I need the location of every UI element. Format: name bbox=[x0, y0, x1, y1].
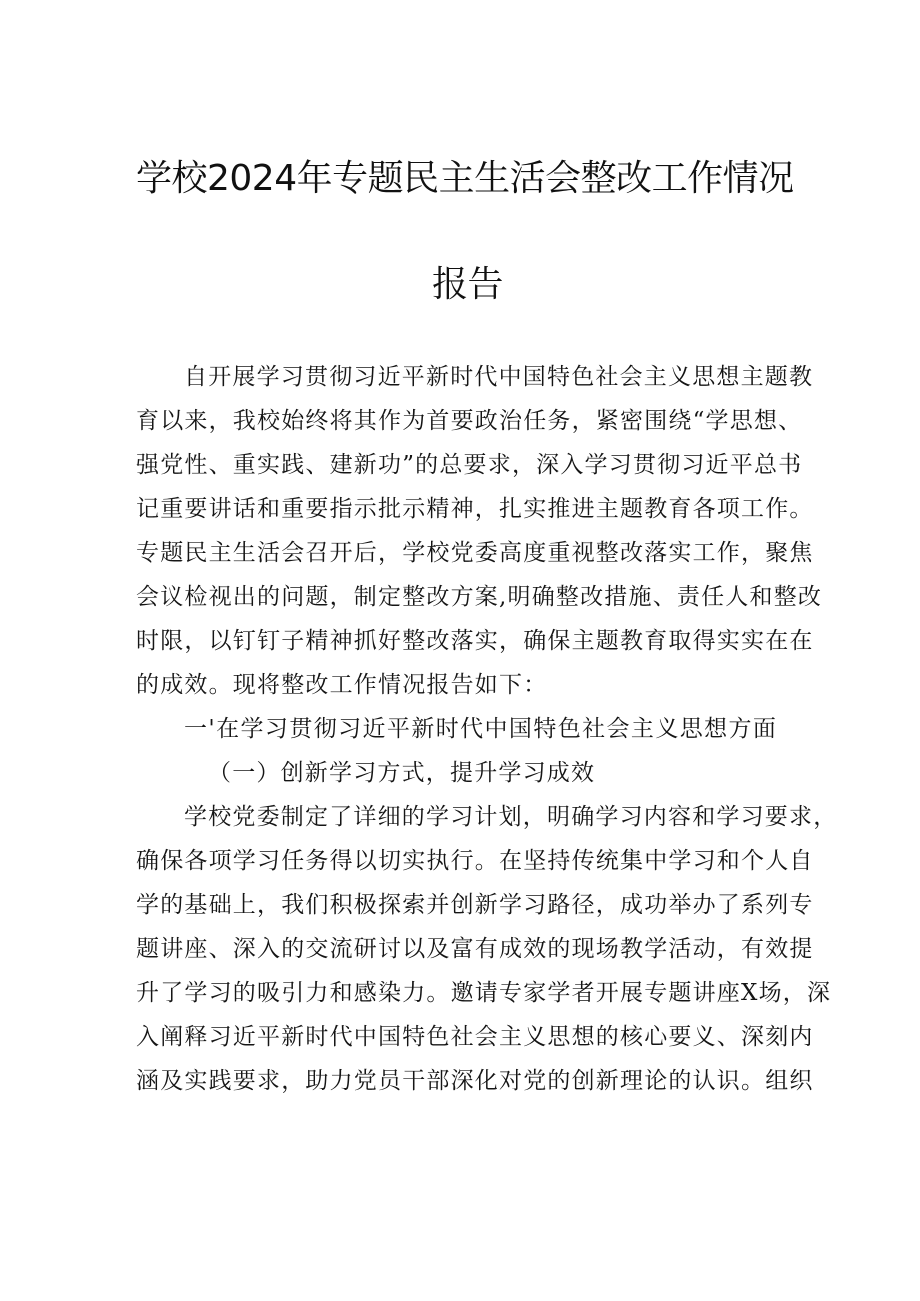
paragraph-line: 确保各项学习任务得以切实执行。在坚持传统集中学习和个人自 bbox=[136, 848, 814, 874]
paragraph-line: 升了学习的吸引力和感染力。邀请专家学者开展专题讲座X场，深 bbox=[136, 980, 832, 1006]
document-title-line-2: 报告 bbox=[432, 264, 504, 305]
subsection-heading: （一）创新学习方式，提升学习成效 bbox=[208, 760, 596, 786]
paragraph-line: 的成效。现将整改工作情况报告如下： bbox=[136, 672, 548, 698]
paragraph-line: 学校党委制定了详细的学习计划，明确学习内容和学习要求， bbox=[184, 804, 838, 830]
paragraph-line: 入阐释习近平新时代中国特色社会主义思想的核心要义、深刻内 bbox=[136, 1024, 814, 1050]
document-title-line-1: 学校2024年专题民主生活会整改工作情况 bbox=[136, 158, 794, 199]
section-heading: 一'在学习贯彻习近平新时代中国特色社会主义思想方面 bbox=[184, 716, 778, 742]
paragraph-line: 自开展学习贯彻习近平新时代中国特色社会主义思想主题教 bbox=[184, 364, 814, 390]
paragraph-line: 学的基础上，我们积极探索并创新学习路径，成功举办了系列专 bbox=[136, 892, 814, 918]
paragraph-line: 涵及实践要求，助力党员干部深化对党的创新理论的认识。组织 bbox=[136, 1068, 814, 1094]
paragraph-line: 会议检视出的问题，制定整改方案,明确整改措施、责任人和整改 bbox=[136, 584, 823, 610]
paragraph-line: 专题民主生活会召开后，学校党委高度重视整改落实工作，聚焦 bbox=[136, 540, 814, 566]
paragraph-line: 时限，以钉钉子精神抓好整改落实，确保主题教育取得实实在在 bbox=[136, 628, 814, 654]
paragraph-line: 强党性、重实践、建新功”的总要求，深入学习贯彻习近平总书 bbox=[136, 452, 803, 478]
paragraph-line: 题讲座、深入的交流研讨以及富有成效的现场教学活动，有效提 bbox=[136, 936, 814, 962]
paragraph-line: 育以来，我校始终将其作为首要政治任务，紧密围绕“学思想、 bbox=[136, 408, 803, 434]
paragraph-line: 记重要讲话和重要指示批示精神，扎实推进主题教育各项工作。 bbox=[136, 496, 814, 522]
